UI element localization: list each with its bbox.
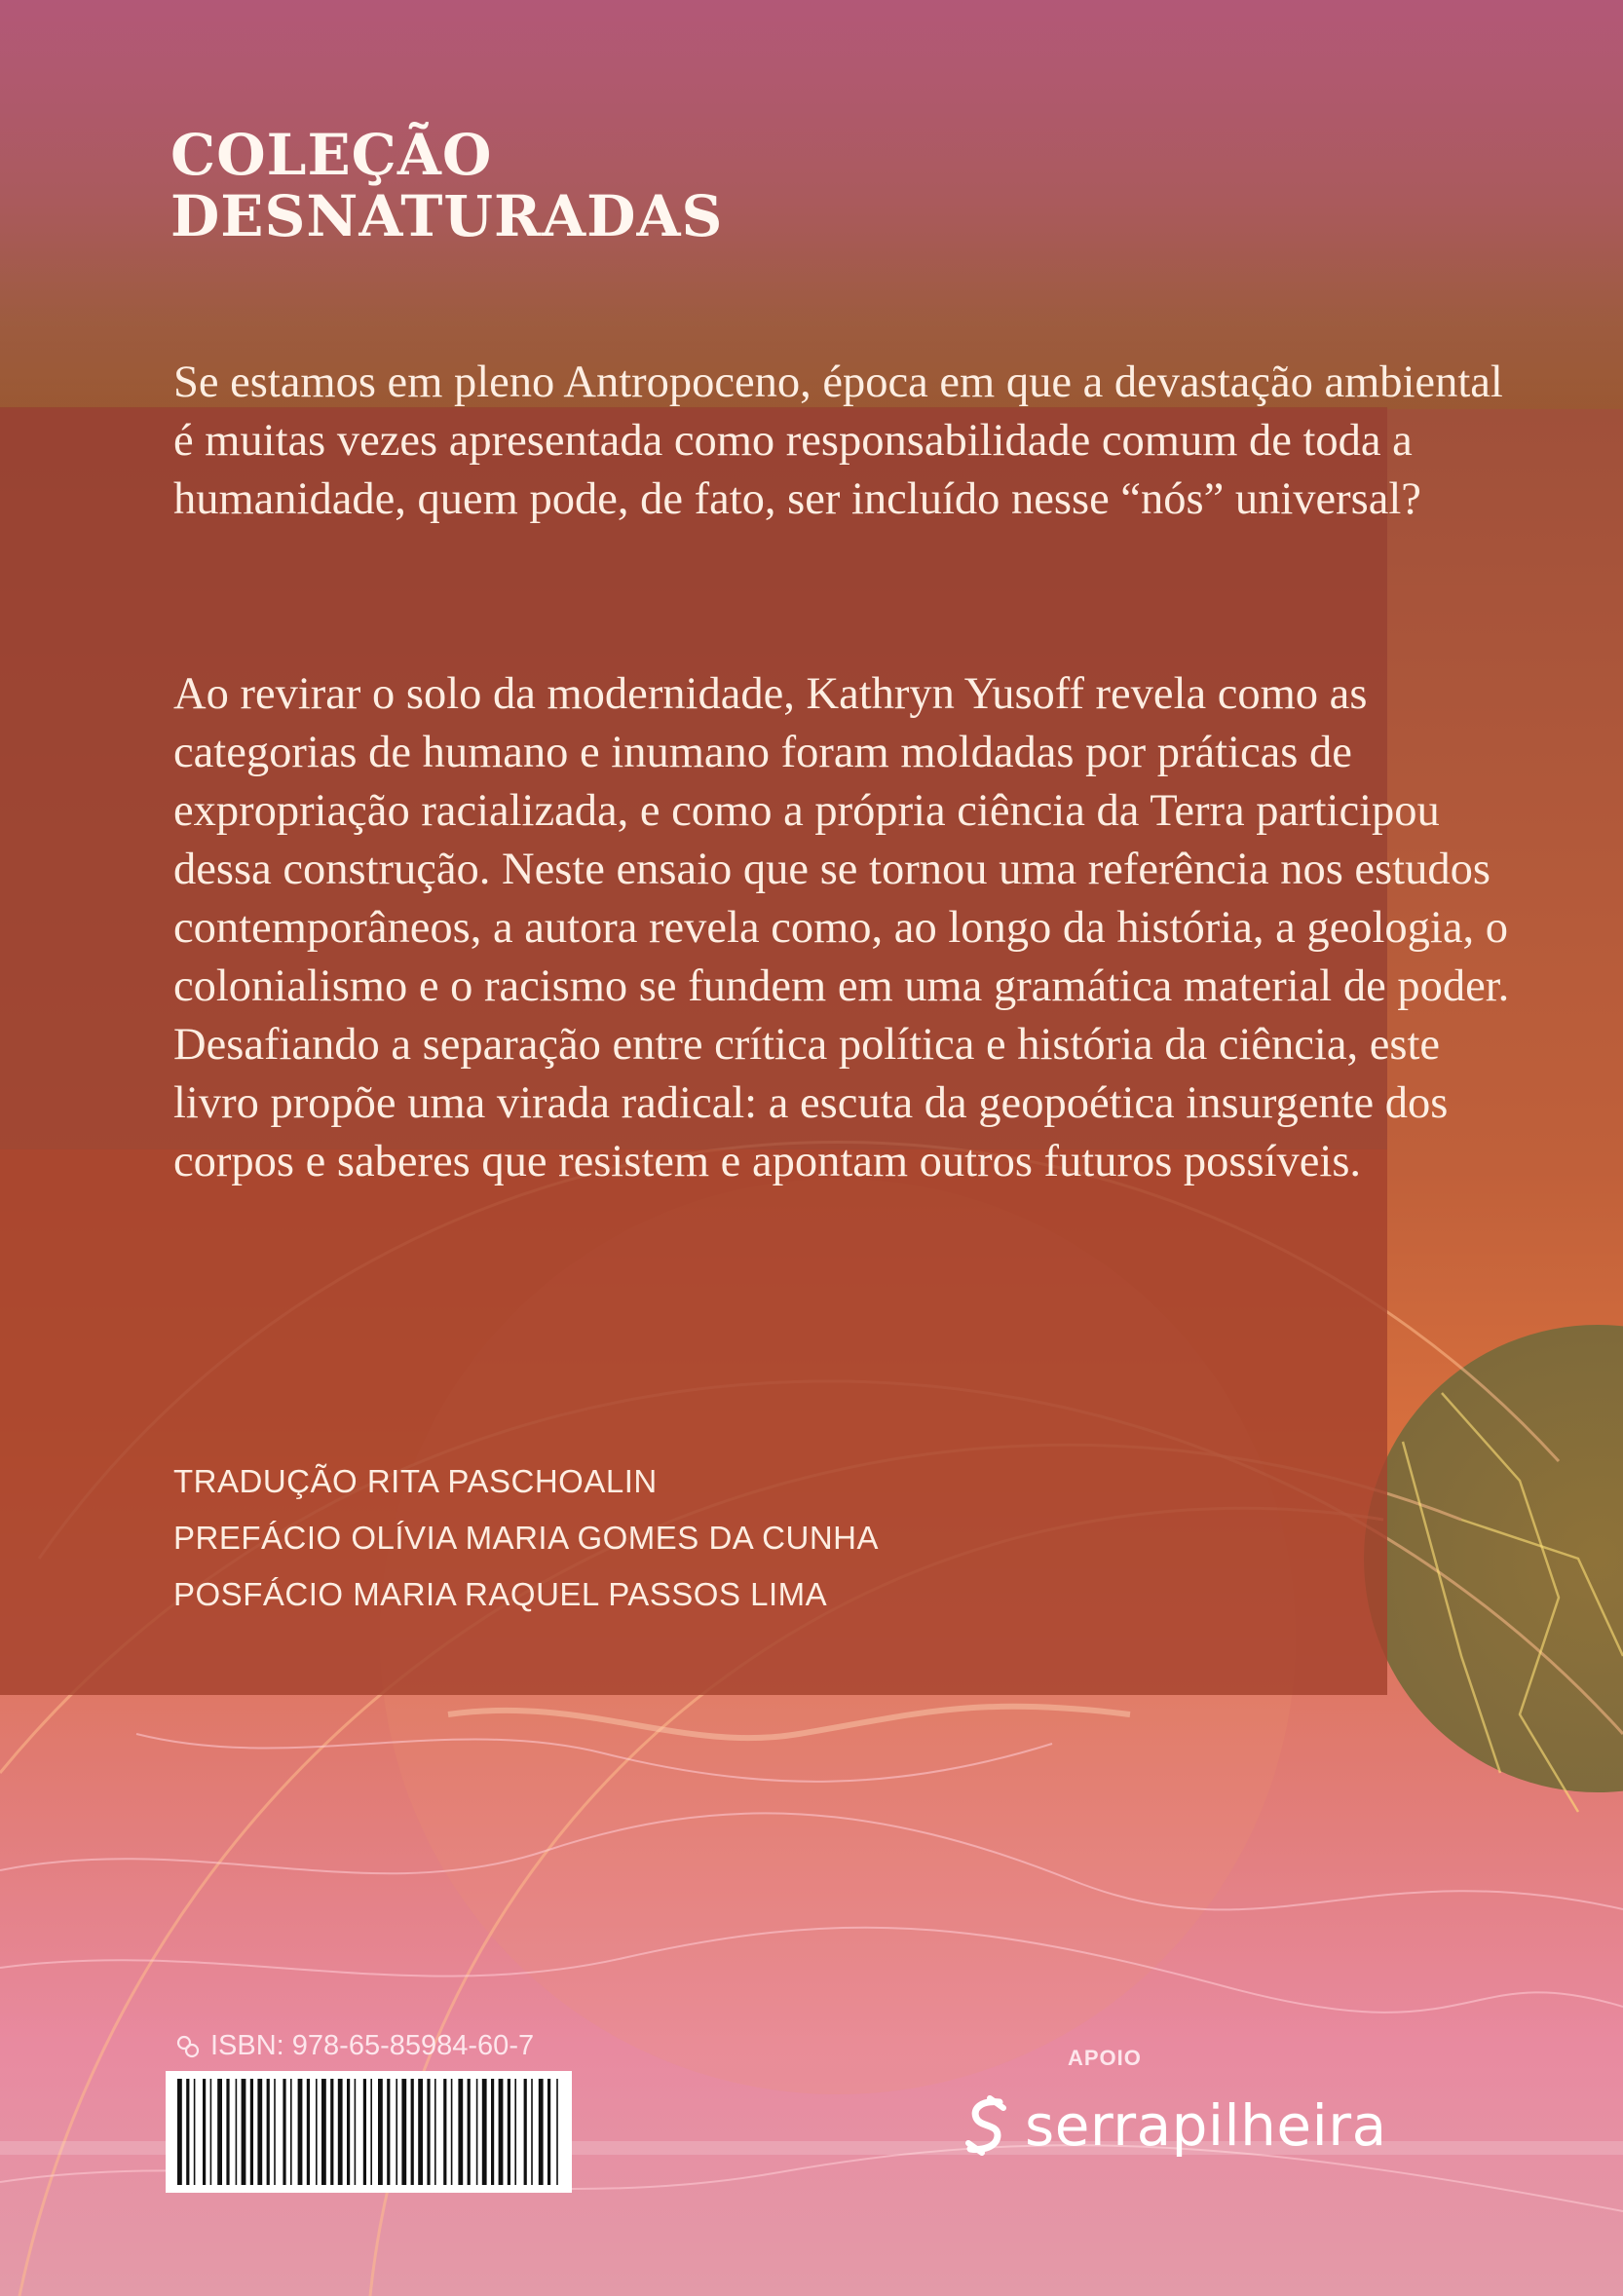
barcode-bar: [283, 2079, 285, 2185]
serrapilheira-logo-icon: [964, 2094, 1007, 2157]
barcode-bar: [499, 2079, 504, 2185]
barcode-bar: [363, 2079, 366, 2185]
credit-afterword: POSFÁCIO MARIA RAQUEL PASSOS LIMA: [173, 1576, 828, 1612]
barcode-bar: [226, 2079, 229, 2185]
credit-translation: TRADUÇÃO RITA PASCHOALIN: [173, 1463, 658, 1499]
barcode-bar: [316, 2079, 318, 2185]
barcode-bar: [186, 2079, 189, 2185]
barcode-bar: [434, 2079, 436, 2185]
barcode-bar: [378, 2079, 383, 2185]
barcode-bar: [458, 2079, 463, 2185]
barcode-bar: [508, 2079, 510, 2185]
barcode-bar: [401, 2079, 406, 2185]
barcode-bar: [531, 2079, 533, 2185]
collection-title-line1: COLEÇÃO: [170, 122, 493, 188]
barcode-bar: [250, 2079, 253, 2185]
collection-title: [170, 122, 724, 249]
barcode-bar: [330, 2079, 333, 2185]
collection-title-line2: DESNATURADAS: [170, 183, 724, 249]
barcode-bar: [418, 2079, 423, 2185]
barcode-bars: [175, 2079, 562, 2185]
barcode-bar: [298, 2079, 303, 2185]
barcode-bar: [274, 2079, 276, 2185]
sponsor-name: serrapilheira: [1025, 2092, 1387, 2159]
barcode-bar: [217, 2079, 222, 2185]
barcode-bar: [411, 2079, 414, 2185]
barcode-bar: [177, 2079, 182, 2185]
barcode-bar: [514, 2079, 516, 2185]
barcode-bar: [443, 2079, 446, 2185]
barcode-bar: [355, 2079, 357, 2185]
barcode-bar: [427, 2079, 430, 2185]
barcode-bar: [491, 2079, 494, 2185]
barcode-bar: [236, 2079, 238, 2185]
barcode-bar: [321, 2079, 326, 2185]
barcode-bar: [556, 2079, 558, 2185]
barcode-bar: [242, 2079, 246, 2185]
barcode-bar: [210, 2079, 212, 2185]
barcode-bar: [338, 2079, 343, 2185]
barcode-bar: [547, 2079, 550, 2185]
blurb-paragraph-1: Se estamos em pleno Antropoceno, época em que a devastação ambiental é muitas vezes apresentada como responsabilidade comum de toda a humanidade, quem pode, de fato, ser incluído nesse “nós” universal?: [173, 358, 1503, 524]
barcode-bar: [482, 2079, 487, 2185]
isbn-text: ISBN: 978-65-85984-60-7: [210, 2030, 535, 2061]
barcode-bar: [476, 2079, 478, 2185]
support-label: APOIO: [1068, 2046, 1142, 2070]
barcode-bar: [257, 2079, 262, 2185]
barcode-bar: [203, 2079, 206, 2185]
isbn-row: [175, 2030, 534, 2062]
barcode-bar: [370, 2079, 372, 2185]
barcode-bar: [307, 2079, 310, 2185]
barcode-bar: [396, 2079, 397, 2185]
barcode-bar: [387, 2079, 390, 2185]
barcode-bar: [524, 2079, 527, 2185]
publisher-logo-icon: [175, 2034, 201, 2059]
barcode-bar: [468, 2079, 471, 2185]
credits-list: [173, 1453, 879, 1623]
barcode-bar: [539, 2079, 544, 2185]
barcode: [166, 2071, 572, 2193]
barcode-bar: [451, 2079, 453, 2185]
barcode-bar: [347, 2079, 350, 2185]
sponsor-logo: [964, 2092, 1387, 2159]
credit-preface: PREFÁCIO OLÍVIA MARIA GOMES DA CUNHA: [173, 1520, 879, 1556]
barcode-bar: [290, 2079, 292, 2185]
barcode-bar: [267, 2079, 270, 2185]
barcode-bar: [194, 2079, 196, 2185]
blurb-paragraph-2: Ao revirar o solo da modernidade, Kathryn Yusoff revela como as categorias de humano e inumano foram moldadas por práticas de expropriação racializada, e como a própria ciência da Terra participou dessa construção. Neste ensaio que se tornou uma referência nos estudos contemporâneos, a autora revela como, ao longo da história, a geologia, o colonialismo e o racismo se fundem em uma gramática material de poder. Desafiando a separação entre crítica política e história da ciência, este livro propõe uma virada radical: a escuta da geopoética insurgente dos corpos e saberes que resistem e apontam outros futuros possíveis.: [173, 669, 1510, 1186]
